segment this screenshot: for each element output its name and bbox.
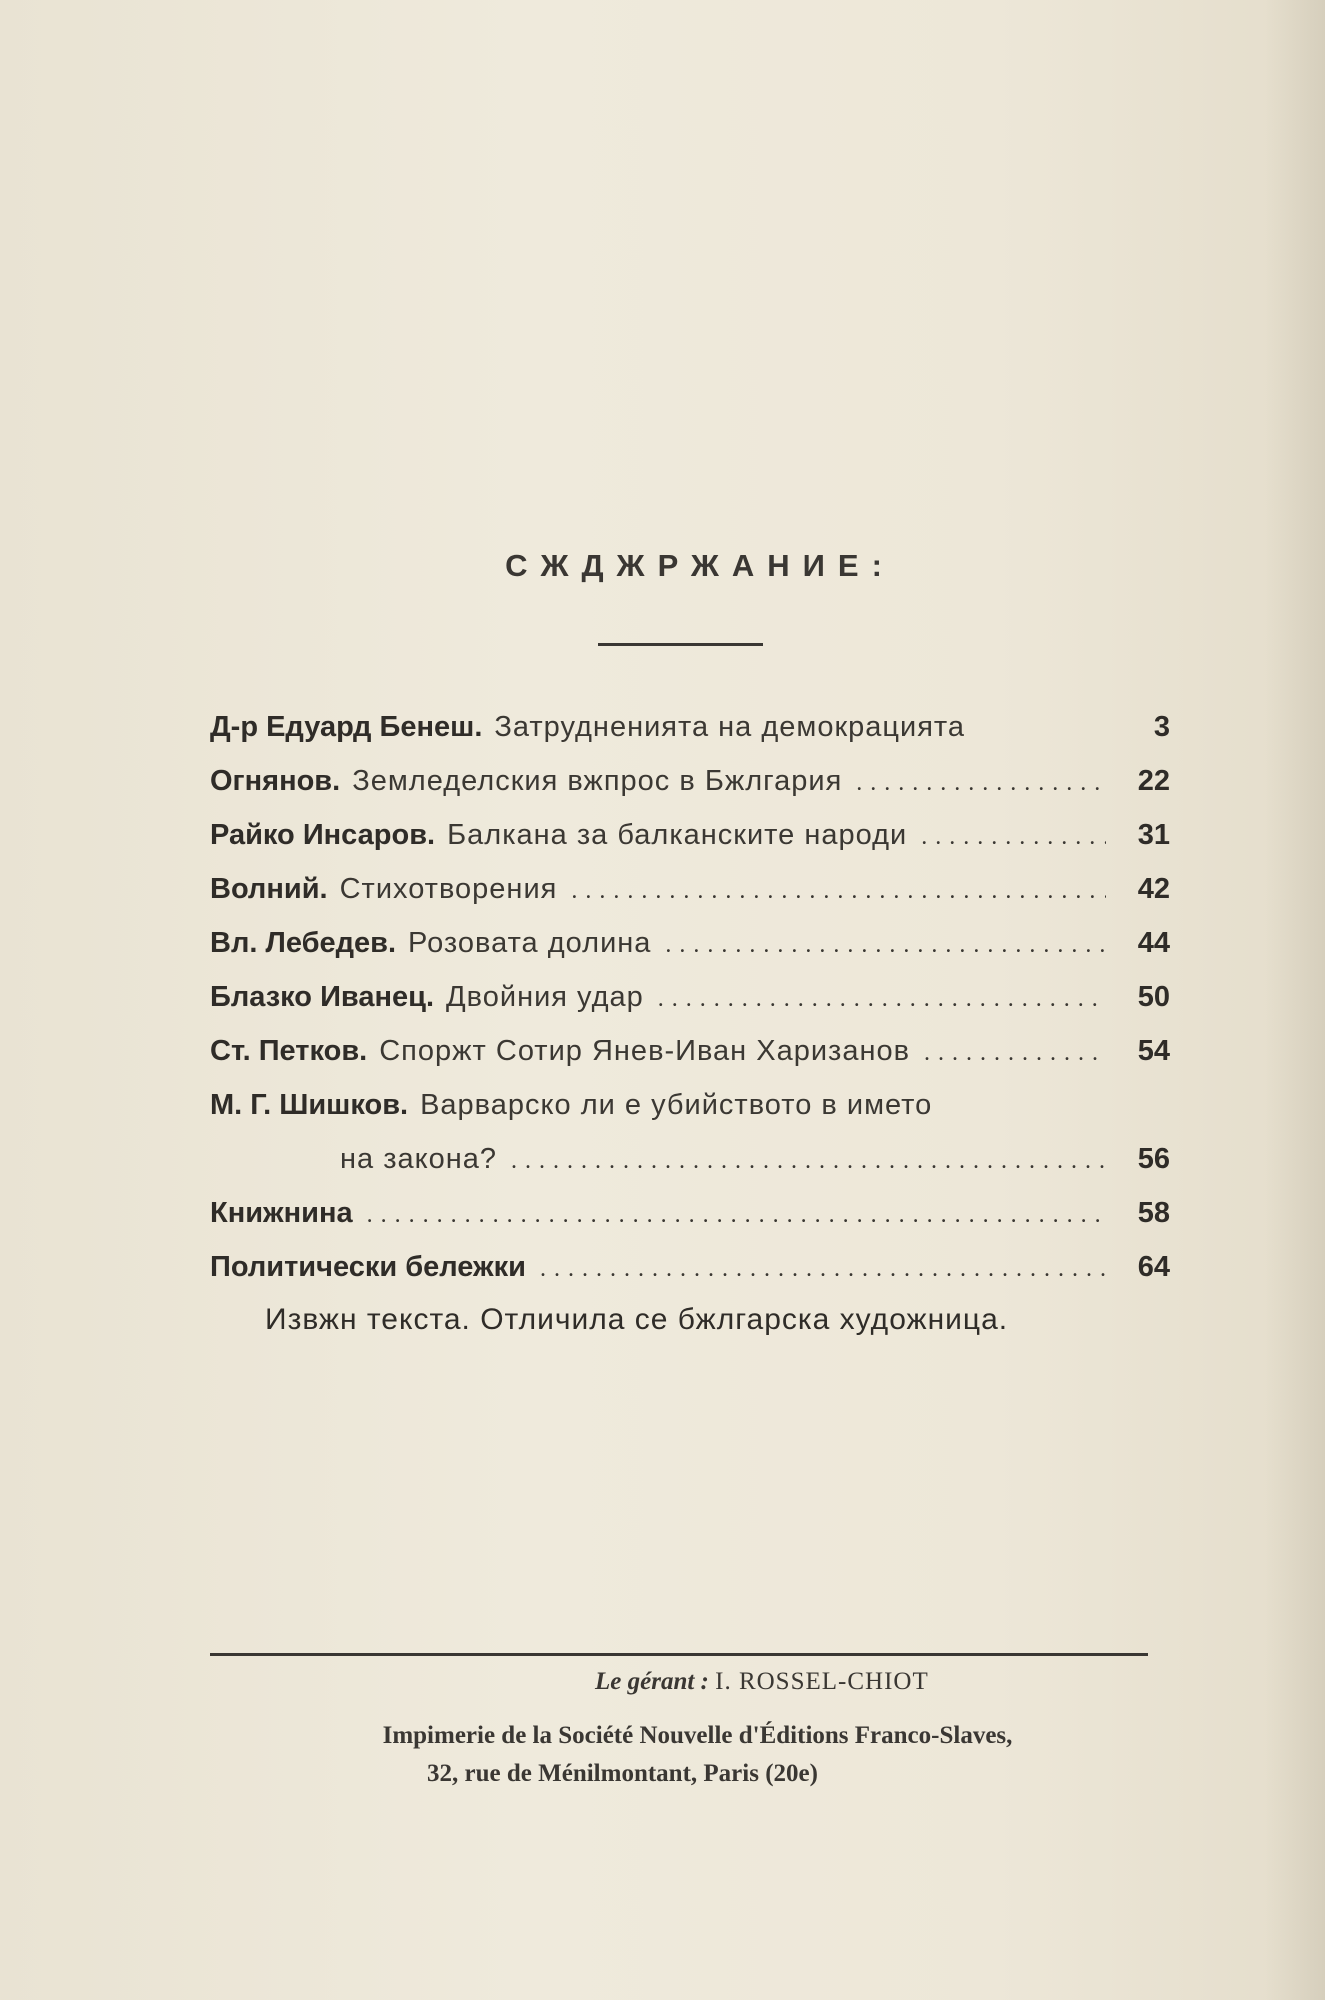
- footer-rule: [210, 1653, 1148, 1656]
- toc-entry: [210, 970, 1170, 1024]
- toc-page-number: 64: [1137, 1251, 1170, 1283]
- toc-author: Огнянов.: [210, 765, 341, 797]
- toc-dot-leader: [856, 756, 1106, 810]
- toc-dot-leader: [658, 972, 1106, 1026]
- toc-work-title-continued: на закона?: [340, 1143, 498, 1175]
- toc-page-number: 50: [1137, 981, 1170, 1013]
- toc-author: Волний.: [210, 873, 328, 905]
- toc-page-number: 3: [1153, 711, 1170, 743]
- toc-page-number: 56: [1137, 1143, 1170, 1175]
- toc-dot-leader: [367, 1188, 1106, 1242]
- toc-entry: [210, 1186, 1170, 1240]
- toc-work-title: Варварско ли е убийството в името: [420, 1089, 933, 1121]
- toc-entry: [210, 808, 1170, 862]
- toc-page-number: 58: [1137, 1197, 1170, 1229]
- toc-author: Д-р Едуард Бенеш.: [210, 711, 483, 743]
- extra-text-note: Извжн текста. Отличила се бжлгарска художница.: [265, 1303, 1009, 1336]
- toc-author: Блазко Иванец.: [210, 981, 435, 1013]
- toc-work-title: Споржт Сотир Янев-Иван Харизанов: [379, 1035, 911, 1067]
- toc-entry: [210, 1240, 1170, 1294]
- table-of-contents: [210, 700, 1170, 1294]
- imprint-line-2: 32, rue de Ménilmontant, Paris (20e): [427, 1760, 818, 1787]
- toc-author: Политически бележки: [210, 1251, 526, 1283]
- toc-work-title: Двойния удар: [446, 981, 644, 1013]
- toc-work-title: Розовата долина: [408, 927, 652, 959]
- toc-page-number: 54: [1137, 1035, 1170, 1067]
- toc-entry: [210, 862, 1170, 916]
- contents-title: СЖДЖРЖАНИЕ:: [505, 548, 895, 583]
- toc-entry: [210, 916, 1170, 970]
- toc-entry: [210, 1024, 1170, 1078]
- toc-page-number: 42: [1137, 873, 1170, 905]
- toc-author: М. Г. Шишков.: [210, 1089, 409, 1121]
- toc-dot-leader: [924, 1026, 1106, 1080]
- title-underline: [598, 643, 763, 646]
- toc-entry: [210, 700, 1170, 754]
- toc-dot-leader: [665, 918, 1106, 972]
- toc-work-title: Затрудненията на демокрацията: [494, 711, 965, 743]
- page-edge-shadow: [1265, 0, 1325, 2000]
- toc-dot-leader: [540, 1242, 1106, 1296]
- gerant-line: [595, 1668, 929, 1696]
- toc-work-title: Балкана за балканските народи: [447, 819, 908, 851]
- toc-author: Ст. Петков.: [210, 1035, 368, 1067]
- toc-page-number: 22: [1137, 765, 1170, 797]
- toc-entry: [210, 754, 1170, 808]
- gerant-name: I. ROSSEL-CHIOT: [715, 1668, 929, 1695]
- toc-page-number: 44: [1137, 927, 1170, 959]
- toc-author: Вл. Лебедев.: [210, 927, 397, 959]
- toc-author: Райко Инсаров.: [210, 819, 436, 851]
- toc-page-number: 31: [1137, 819, 1170, 851]
- toc-work-title: Стихотворения: [339, 873, 558, 905]
- toc-work-title: Земледелския вжпрос в Бжлгария: [352, 765, 843, 797]
- toc-dot-leader: [921, 810, 1106, 864]
- imprint-line-1: Impimerie de la Société Nouvelle d'Éditions Franco-Slaves,: [382, 1722, 1013, 1749]
- gerant-label: Le gérant :: [595, 1668, 709, 1695]
- toc-entry: [210, 1078, 1170, 1132]
- toc-entry-continuation: [210, 1132, 1170, 1186]
- toc-dot-leader: [571, 864, 1106, 918]
- toc-dot-leader: [511, 1134, 1106, 1188]
- toc-author: Книжнина: [210, 1197, 353, 1229]
